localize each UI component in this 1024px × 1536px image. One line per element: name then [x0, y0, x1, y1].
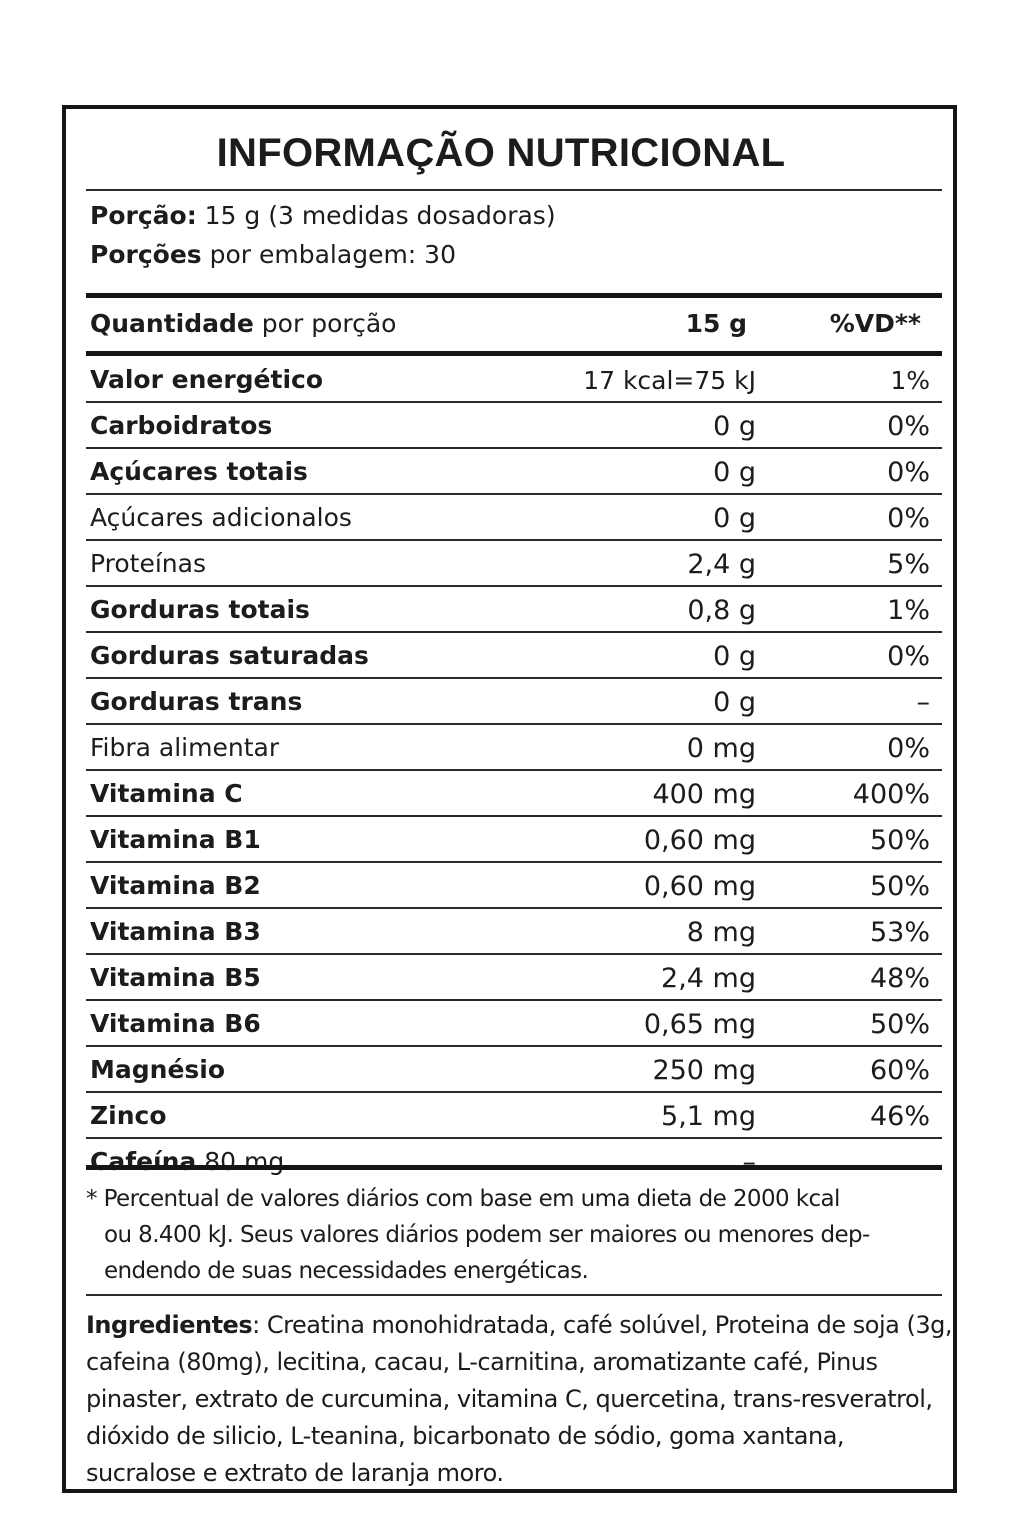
nutrition-label	[62, 105, 957, 1493]
nutrient-amount: 5,1 mg	[661, 1101, 756, 1132]
nutrient-name-text: Fibra alimentar	[90, 733, 280, 762]
daily-values-footnote	[86, 1181, 926, 1289]
quantity-header	[90, 309, 396, 338]
nutrient-daily-value: 5%	[887, 549, 930, 580]
portion-label: Porção:	[90, 201, 197, 230]
thick-divider	[86, 293, 942, 298]
nutrient-row	[86, 909, 942, 955]
nutrient-row	[86, 449, 942, 495]
nutrient-name-text: Vitamina B5	[90, 963, 261, 992]
portion-value: 15 g (3 medidas dosadoras)	[196, 201, 556, 230]
nutrient-row	[86, 403, 942, 449]
nutrient-amount: 250 mg	[652, 1055, 756, 1086]
divider	[86, 189, 942, 191]
nutrient-name-suffix: 80 mg	[196, 1147, 285, 1176]
nutrient-amount: 0,60 mg	[643, 825, 756, 856]
nutrient-daily-value: 60%	[869, 1055, 930, 1086]
thick-divider	[86, 1165, 942, 1170]
nutrient-amount: –	[742, 1147, 756, 1178]
nutrient-name-text: Vitamina B6	[90, 1009, 261, 1038]
nutrient-amount: 0 g	[713, 503, 756, 534]
nutrient-row	[86, 817, 942, 863]
nutrient-row	[86, 357, 942, 403]
nutrient-daily-value: 50%	[869, 1009, 930, 1040]
nutrient-name	[90, 549, 206, 578]
nutrient-daily-value: 400%	[852, 779, 930, 810]
footnote-line: endendo de suas necessidades energéticas.	[104, 1258, 589, 1284]
nutrient-name-text: Vitamina B3	[90, 917, 261, 946]
nutrient-name-text: Proteínas	[90, 549, 206, 578]
nutrient-name-text: Vitamina B2	[90, 871, 261, 900]
nutrient-daily-value: 48%	[869, 963, 930, 994]
nutrient-name	[90, 779, 243, 808]
label-title: INFORMAÇÃO NUTRICIONAL	[216, 131, 786, 175]
nutrient-name	[90, 963, 261, 992]
nutrient-row	[86, 679, 942, 725]
servings-per-pack-value: por embalagem: 30	[201, 240, 456, 269]
nutrient-row	[86, 541, 942, 587]
nutrient-name	[90, 365, 323, 394]
nutrient-daily-value: 0%	[887, 457, 930, 488]
nutrient-amount: 0,60 mg	[643, 871, 756, 902]
nutrient-name	[90, 917, 261, 946]
nutrient-name	[90, 595, 310, 624]
nutrient-name-text: Gorduras saturadas	[90, 641, 369, 670]
nutrient-row	[86, 587, 942, 633]
nutrient-row	[86, 495, 942, 541]
nutrient-daily-value: 0%	[887, 641, 930, 672]
nutrient-daily-value: 53%	[869, 917, 930, 948]
portion-line	[90, 201, 556, 230]
nutrient-row	[86, 1047, 942, 1093]
nutrient-amount: 2,4 mg	[661, 963, 756, 994]
ingredients-label: Ingredientes	[86, 1311, 253, 1339]
nutrient-row	[86, 725, 942, 771]
nutrient-name-text: Valor energético	[90, 365, 324, 394]
nutrient-name	[90, 411, 272, 440]
divider	[86, 1294, 942, 1296]
nutrient-row	[86, 1093, 942, 1139]
nutrient-daily-value: 1%	[887, 595, 930, 626]
nutrient-row	[86, 771, 942, 817]
nutrient-name-text: Cafeína	[90, 1147, 197, 1176]
nutrient-name-text: Vitamina C	[90, 779, 243, 808]
nutrient-amount: 0 mg	[686, 733, 756, 764]
nutrient-row	[86, 955, 942, 1001]
ingredients-text	[86, 1307, 960, 1492]
nutrient-name-text: Magnésio	[90, 1055, 226, 1084]
nutrient-row	[86, 1001, 942, 1047]
nutrient-daily-value: 46%	[869, 1101, 930, 1132]
nutrient-name	[90, 733, 279, 762]
nutrient-name	[90, 825, 261, 854]
servings-per-pack-line	[90, 240, 456, 269]
nutrient-name-text: Carboidratos	[90, 411, 273, 440]
nutrient-name-text: Vitamina B1	[90, 825, 261, 854]
nutrient-name	[90, 1101, 167, 1130]
nutrient-daily-value: 50%	[869, 825, 930, 856]
nutrient-name	[90, 1147, 284, 1176]
nutrient-row	[86, 863, 942, 909]
nutrient-name-text: Gorduras trans	[90, 687, 303, 716]
nutrient-daily-value: 0%	[887, 503, 930, 534]
nutrient-amount: 0 g	[713, 687, 756, 718]
nutrient-name	[90, 1009, 261, 1038]
nutrient-name	[90, 503, 352, 532]
nutrient-amount: 0 g	[713, 457, 756, 488]
nutrient-name-text: Zinco	[90, 1101, 167, 1130]
nutrient-daily-value: 0%	[887, 411, 930, 442]
nutrient-daily-value: 0%	[887, 733, 930, 764]
nutrient-name-text: Gorduras totais	[90, 595, 310, 624]
nutrient-name-text: Açúcares totais	[90, 457, 308, 486]
nutrient-amount: 17 kcal=75 kJ	[583, 366, 756, 395]
nutrient-name	[90, 687, 302, 716]
nutrient-amount: 0 g	[713, 411, 756, 442]
nutrient-name-text: Açúcares adicionalos	[90, 503, 352, 532]
nutrient-daily-value: 50%	[869, 871, 930, 902]
nutrient-amount: 2,4 g	[687, 549, 756, 580]
nutrient-name	[90, 641, 369, 670]
servings-per-pack-label: Porções	[90, 240, 202, 269]
nutrient-amount: 400 mg	[652, 779, 756, 810]
nutrient-daily-value: 1%	[890, 366, 930, 395]
nutrient-table	[86, 357, 942, 1197]
nutrient-amount: 8 mg	[686, 917, 756, 948]
ingredients-list: : Creatina monohidratada, café solúvel, Proteina de soja (3g, cafeina (80mg), lecitina, cacau, L-carnitina, aromatizante café, Pinus pinaster, extrato de curcumina, vitamina C, quercetina, trans-resveratrol, dióxido de silicio, L-teanina, bicarbonato de sódio, goma xantana, sucralose e extrato de laranja moro.	[86, 1311, 952, 1487]
nutrient-daily-value: –	[916, 687, 930, 718]
nutrient-name	[90, 871, 261, 900]
nutrient-name	[90, 457, 308, 486]
dv-column-header: %VD**	[829, 309, 921, 338]
quantity-header-label: Quantidade	[90, 309, 254, 338]
nutrient-amount: 0,65 mg	[643, 1009, 756, 1040]
quantity-header-suffix: por porção	[253, 309, 397, 338]
nutrient-row	[86, 633, 942, 679]
thick-divider	[86, 351, 942, 356]
nutrient-name	[90, 1055, 225, 1084]
amount-column-header: 15 g	[685, 309, 747, 338]
nutrient-amount: 0 g	[713, 641, 756, 672]
footnote-line: * Percentual de valores diários com base em uma dieta de 2000 kcal	[86, 1186, 840, 1212]
nutrient-amount: 0,8 g	[687, 595, 756, 626]
footnote-line: ou 8.400 kJ. Seus valores diários podem ser maiores ou menores dep-	[104, 1222, 870, 1248]
